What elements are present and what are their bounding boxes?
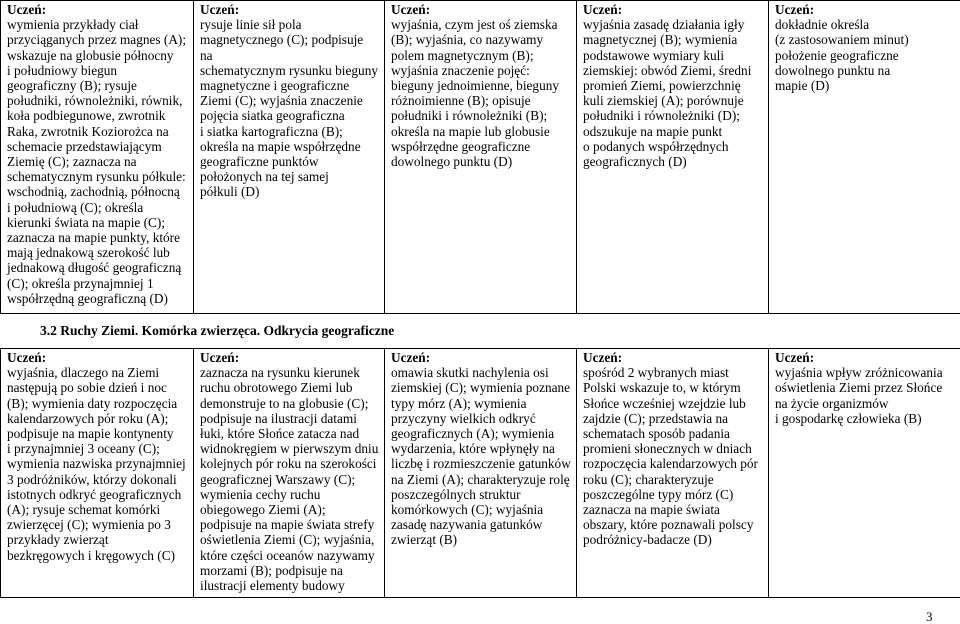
section-title: 3.2 Ruchy Ziemi. Komórka zwierzęca. Odkrycia geograficzne — [40, 323, 394, 339]
cell-text: omawia skutki nachylenia osi ziemskiej (C); wymienia poznane typy mórz (A); wymienia przyczyny wielkich odkryć geograficznych (A); wymienia wydarzenia, które wpłynęły na liczbę i rozmieszczenie gatunków na Ziemi (A); charakteryzuje rolę poszczególnych struktur komórkowych (C); wyjaśnia zasadę nazywania gatunków zwierząt (B) — [391, 365, 571, 547]
table-cell — [194, 349, 385, 598]
cell-label: Uczeń: — [775, 2, 955, 17]
table-cell — [194, 1, 385, 314]
cell-label: Uczeń: — [200, 2, 379, 17]
cell-label: Uczeń: — [7, 350, 188, 365]
cell-text: wymienia przykłady ciał przyciąganych przez magnes (A); wskazuje na globusie północny i południowy biegun geograficzny (B); rysuje południki, równoleżniki, równik, koła podbiegunowe, zwrotnik Raka, zwrotnik Koziorożca na schemacie przedstawiającym Ziemię (C); zaznacza na schematycznym rysunku półkule: wschodnią, zachodnią, północną i południową (C); określa kierunki świata na mapie (C); zaznacza na mapie punkty, które mają jednakową szerokość lub jednakową długość geograficzną (C); określa przynajmniej 1 współrzędną geograficzną (D) — [7, 17, 188, 306]
cell-label: Uczeń: — [583, 350, 763, 365]
table-cell — [769, 1, 960, 314]
cell-text: wyjaśnia, dlaczego na Ziemi następują po sobie dzień i noc (B); wymienia daty rozpoczęcia kalendarzowych pór roku (A); podpisuje na mapie kontynenty i przynajmniej 3 oceany (C); wymienia nazwiska przynajmniej 3 podróżników, którzy dokonali istotnych odkryć geograficznych (A); rysuje schemat komórki zwierzęcej (C); wymienia po 3 przykłady zwierząt bezkręgowych i kręgowych (C) — [7, 365, 188, 563]
cell-text: dokładnie określa (z zastosowaniem minut) położenie geograficzne dowolnego punktu na mapie (D) — [775, 17, 955, 93]
cell-label: Uczeń: — [7, 2, 188, 17]
table-cell — [385, 349, 577, 598]
table-cell — [577, 1, 769, 314]
table-cell — [385, 1, 577, 314]
cell-text: wyjaśnia wpływ zróżnicowania oświetlenia Ziemi przez Słońce na życie organizmów i gospodarkę człowieka (B) — [775, 365, 955, 426]
cell-label: Uczeń: — [391, 2, 571, 17]
table-row — [1, 1, 960, 314]
table-cell — [577, 349, 769, 598]
cell-text: wyjaśnia zasadę działania igły magnetycznej (B); wymienia podstawowe wymiary kuli ziemskiej: obwód Ziemi, średni promień Ziemi, powierzchnię kuli ziemskiej (A); porównuje południki i równoleżniki (D); odszukuje na mapie punkt o podanych współrzędnych geograficznych (D) — [583, 17, 763, 169]
table-cell — [769, 349, 960, 598]
cell-label: Uczeń: — [775, 350, 955, 365]
table-row — [1, 349, 960, 598]
cell-text: spośród 2 wybranych miast Polski wskazuje to, w którym Słońce wcześniej wzejdzie lub zajdzie (C); przedstawia na schematach sposób padania promieni słonecznych w dniach rozpoczęcia kalendarzowych pór roku (C); charakteryzuje poszczególne typy mórz (C) zaznacza na mapie świata obszary, które poznawali polscy podróżnicy-badacze (D) — [583, 365, 763, 547]
cell-text: zaznacza na rysunku kierunek ruchu obrotowego Ziemi lub demonstruje to na globusie (C); podpisuje na ilustracji datami łuki, które Słońce zatacza nad widnokręgiem w pierwszym dniu kolejnych pór roku na szerokości geograficznej Warszawy (C); wymienia cechy ruchu obiegowego Ziemi (A); podpisuje na mapie świata strefy oświetlenia Ziemi (C); wyjaśnia, które części oceanów nazywamy morzami (B); podpisuje na ilustracji elementy budowy — [200, 365, 379, 593]
requirements-table-bottom — [0, 348, 960, 598]
cell-label: Uczeń: — [200, 350, 379, 365]
cell-label: Uczeń: — [391, 350, 571, 365]
cell-label: Uczeń: — [583, 2, 763, 17]
table-cell — [1, 1, 194, 314]
table-cell — [1, 349, 194, 598]
cell-text: wyjaśnia, czym jest oś ziemska (B); wyjaśnia, co nazywamy polem magnetycznym (B); wyjaśnia znaczenie pojęć: bieguny jednoimienne, bieguny różnoimienne (B); opisuje południki i równoleżniki (B); określa na mapie lub globusie współrzędne geograficzne dowolnego punktu (D) — [391, 17, 571, 169]
page-number: 3 — [926, 610, 933, 624]
cell-text: rysuje linie sił pola magnetycznego (C); podpisuje na schematycznym rysunku bieguny magnetyczne i geograficzne Ziemi (C); wyjaśnia znaczenie pojęcia siatka geograficzna i siatka kartograficzna (B); określa na mapie współrzędne geograficzne punktów położonych na tej samej półkuli (D) — [200, 17, 379, 199]
